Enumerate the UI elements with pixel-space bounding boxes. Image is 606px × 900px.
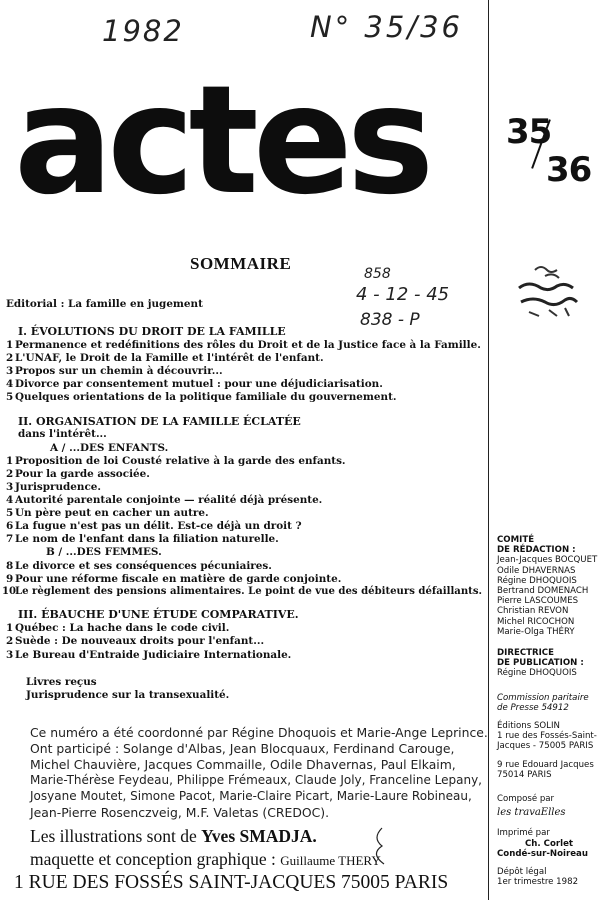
comite-heading-2: DE RÉDACTION :	[497, 545, 576, 556]
toc-item: 1 Permanence et redéfinitions des rôles du Droit et de la Justice face à la Famille.	[6, 339, 481, 351]
section-2-subheading: dans l'intérêt...	[18, 428, 107, 440]
issue-number-bottom: 36	[546, 150, 592, 190]
address-line: 1 RUE DES FOSSÉS SAINT-JACQUES 75005 PARIS	[14, 872, 449, 893]
toc-item: 9 Pour une réforme fiscale en matière de garde conjointe.	[6, 573, 342, 585]
handwritten-year: 1982	[102, 14, 184, 48]
editorial-line: Editorial : La famille en jugement	[6, 298, 203, 310]
toc-item: 2 Pour la garde associée.	[6, 468, 150, 480]
toc-item: 7 Le nom de l'enfant dans la filiation naturelle.	[6, 533, 279, 545]
section-2-sub-b: B / ...DES FEMMES.	[46, 546, 162, 558]
jurisprudence-extra: Jurisprudence sur la transexualité.	[26, 689, 230, 701]
section-1-heading: I. ÉVOLUTIONS DU DROIT DE LA FAMILLE	[18, 325, 286, 338]
toc-item: 5 Un père peut en cacher un autre.	[6, 507, 209, 519]
toc-item: 1 Proposition de loi Cousté relative à la garde des enfants.	[6, 455, 346, 467]
commission-line: Commission paritaire	[497, 692, 589, 703]
editions-line: Éditions SOLIN	[497, 721, 560, 732]
comite-member: Christian REVON	[497, 606, 569, 617]
imprimeur-name: Ch. Corlet	[525, 838, 574, 849]
imprime-par: Imprimé par	[497, 828, 550, 839]
credits-line: Jean-Pierre Rosenczveig, M.F. Valetas (CREDOC).	[30, 805, 330, 820]
credits-line: Michel Chauvière, Jacques Commaille, Odile Dhavernas, Paul Elkaim,	[30, 757, 456, 772]
journal-title: actes	[14, 54, 429, 228]
commission-line-2: de Presse 54912	[497, 702, 569, 713]
toc-item: 1 Québec : La hache dans le code civil.	[6, 622, 230, 634]
toc-item: 10Le règlement des pensions alimentaires. Le point de vue des débiteurs défaillants.	[2, 586, 483, 597]
directrice-heading-2: DE PUBLICATION :	[497, 658, 584, 669]
vertical-divider	[488, 0, 489, 900]
comite-member: Bertrand DOMENACH	[497, 586, 589, 597]
toc-item: 3 Jurisprudence.	[6, 481, 102, 493]
handwritten-number: N° 35/36	[310, 10, 463, 44]
edouard-line: 75014 PARIS	[497, 769, 552, 780]
credits-line: Marie-Thérèse Feydeau, Philippe Frémeaux, Claude Joly, Franceline Lepany,	[30, 773, 482, 787]
toc-item: 6 La fugue n'est pas un délit. Est-ce déjà un droit ?	[6, 520, 302, 532]
imprimeur-city: Condé-sur-Noireau	[497, 848, 588, 859]
directrice-name: Régine DHOQUOIS	[497, 668, 577, 679]
comite-member: Michel RICOCHON	[497, 616, 575, 627]
illustrations-line: Les illustrations sont de Yves SMADJA.	[30, 826, 317, 846]
section-2-sub-a: A / ...DES ENFANTS.	[50, 442, 169, 454]
handwritten-stamp-3: 838 - P	[360, 310, 420, 330]
comite-member: Odile DHAVERNAS	[497, 565, 576, 576]
credits-line: Josyane Moutet, Simone Pacot, Marie-Claire Picart, Marie-Laure Robineau,	[30, 789, 472, 803]
illustrator-name: Yves SMADJA.	[201, 826, 317, 846]
handwritten-stamp-1: 858	[364, 266, 391, 282]
section-2-heading: II. ORGANISATION DE LA FAMILLE ÉCLATÉE	[18, 415, 301, 428]
credits-line: Ont participé : Solange d'Albas, Jean Blocquaux, Ferdinand Carouge,	[30, 741, 455, 756]
handwritten-stamp-2: 4 - 12 - 45	[356, 284, 450, 305]
toc-item: 5 Quelques orientations de la politique familiale du gouvernement.	[6, 391, 397, 403]
editions-line: Jacques - 75005 PARIS	[497, 741, 594, 752]
credits-line: Ce numéro a été coordonné par Régine Dhoquois et Marie-Ange Leprince.	[30, 725, 488, 740]
maquette-name: Guillaume THERY	[280, 853, 381, 868]
comite-member: Jean-Jacques BOCQUET	[497, 555, 598, 566]
bracket-mark	[368, 826, 388, 866]
comite-member: Marie-Olga THÉRY	[497, 626, 575, 637]
section-3-heading: III. ÉBAUCHE D'UNE ÉTUDE COMPARATIVE.	[18, 608, 299, 621]
toc-item: 3 Le Bureau d'Entraide Judiciaire Internationale.	[6, 649, 292, 661]
sommaire-heading: SOMMAIRE	[190, 254, 292, 273]
comite-member: Pierre LASCOUMES	[497, 596, 579, 607]
toc-item: 2 L'UNAF, le Droit de la Famille et l'intérêt de l'enfant.	[6, 352, 324, 364]
comite-heading: COMITÉ	[497, 535, 535, 545]
sidebar	[497, 535, 597, 887]
editions-line: 1 rue des Fossés-Saint-	[497, 731, 597, 742]
issue-number-top: 35	[506, 112, 552, 152]
depot-date: 1er trimestre 1982	[497, 877, 579, 888]
toc-item: 4 Divorce par consentement mutuel : pour une déjudiciarisation.	[6, 378, 383, 390]
depot-legal: Dépôt légal	[497, 867, 547, 878]
toc-item: 3 Propos sur un chemin à découvrir...	[6, 365, 223, 377]
directrice-heading: DIRECTRICE	[497, 648, 554, 659]
comite-member: Régine DHOQUOIS	[497, 575, 577, 586]
toc-item: 4 Autorité parentale conjointe — réalité déjà présente.	[6, 494, 323, 506]
library-stamp	[515, 262, 585, 324]
toc-item: 2 Suède : De nouveaux droits pour l'enfant...	[6, 635, 265, 647]
compose-par: Composé par	[497, 794, 555, 805]
toc-item: 8 Le divorce et ses conséquences pécuniaires.	[6, 560, 272, 572]
edouard-line: 9 rue Edouard Jacques	[497, 759, 594, 770]
compose-name: les travaElles	[497, 807, 566, 819]
maquette-line: maquette et conception graphique : Guillaume THERY	[30, 849, 381, 869]
livres-recus: Livres reçus	[26, 676, 97, 688]
